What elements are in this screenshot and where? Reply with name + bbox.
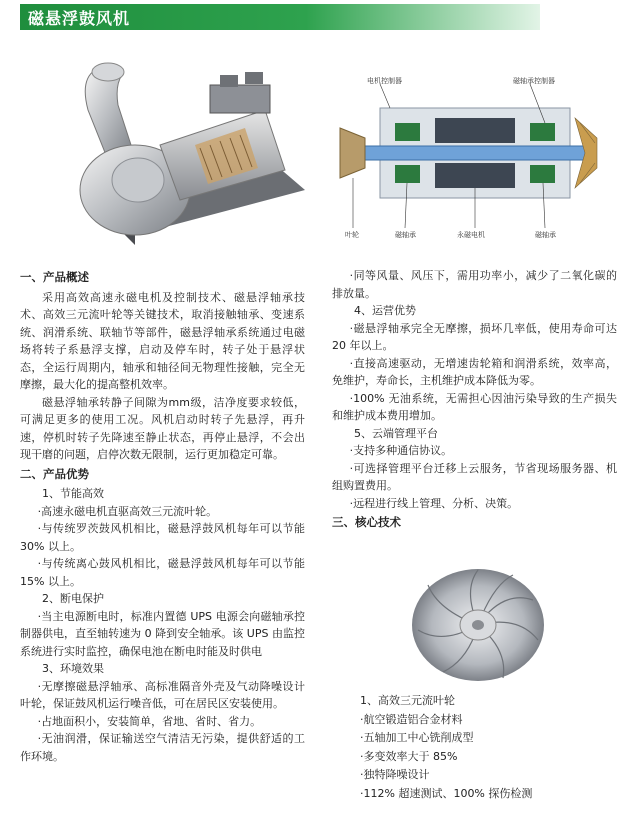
shaft-diagram-svg [335,78,615,243]
core-tech-item: ·多变效率大于 85% [360,749,458,763]
advantage-item: ·无油润滑，保证输送空气清洁无污染，提供舒适的工作环境。 [20,732,305,763]
advantage-item: ·与传统离心鼓风机相比，磁悬浮鼓风机每年可以节能 15% 以上。 [20,557,305,588]
advantage-item: ·磁悬浮轴承完全无摩擦，损坏几率低，使用寿命可达 20 年以上。 [332,321,617,352]
advantage-item: ·直接高速驱动，无增速齿轮箱和润滑系统，效率高，免维护，寿命长，主机维护成本降低为零。 [332,356,617,387]
advantage-item: ·支持多种通信协议。 [349,444,453,457]
overview-paragraph: 磁悬浮轴承转静子间隙为mm级，洁净度要求较低，可满足更多的使用工况。风机启动时转子先悬浮，再升速，停机时转子先降速至静止状态，再停止悬浮，不会出现干磨的问题，启停次数无限制，运行更加稳定可靠。 [20,395,305,461]
advantage-group-title: 3、环境效果 [42,662,104,675]
page-title: 磁悬浮鼓风机 [28,9,131,28]
section-overview-title: 一、产品概述 [20,270,89,284]
label-magnetic-bearing-left: 磁轴承 [395,231,416,239]
label-bearing-controller: 磁轴承控制器 [513,77,555,85]
section-core-tech-title: 三、核心技术 [332,515,401,529]
advantage-item: ·100% 无油系统，无需担心因油污染导致的生产损失和维护成本费用增加。 [332,391,617,422]
cross-section-diagram [335,78,615,243]
left-column [20,267,305,765]
label-motor-controller: 电机控制器 [367,77,402,85]
core-tech-subtitle: 1、高效三元流叶轮 [360,694,455,707]
core-tech-item: ·航空锻造铝合金材料 [360,712,463,726]
core-tech-item: ·五轴加工中心铣削成型 [360,731,474,745]
impeller-image [408,560,548,685]
section-advantages-title: 二、产品优势 [20,466,89,481]
advantage-item: ·远程进行线上管理、分析、决策。 [349,496,519,510]
header-bar [20,4,540,30]
label-magnetic-bearing-right: 磁轴承 [535,231,556,239]
advantage-item: ·占地面积小，安装简单，省地、省时、省力。 [37,714,262,728]
advantage-item: ·当主电源断电时，标准内置德 UPS 电源会向磁轴承控制器供电，直至轴转速为 0 降到安全轴承。该 UPS 由监控系统进行实时监控，确保电池在断电时能及时供电 [20,609,305,658]
advantage-item: ·可选择管理平台迁移上云服务，节省现场服务器、机组购置费用。 [332,461,617,492]
advantage-group-title: 1、节能高效 [42,487,104,500]
core-tech-list [360,692,532,804]
advantage-group-title: 4、运营优势 [354,304,416,317]
core-tech-item: ·112% 超速测试、100% 探伤检测 [360,786,533,800]
advantage-item: ·无摩擦磁悬浮轴承、高标准隔音外壳及气动降噪设计叶轮，保证鼓风机运行噪音低，可在居民区安装使用。 [20,679,305,710]
label-pm-motor: 永磁电机 [457,231,485,239]
advantage-item: ·高速永磁电机直驱高效三元流叶轮。 [37,504,218,518]
advantage-item: ·与传统罗茨鼓风机相比，磁悬浮鼓风机每年可以节能 30% 以上。 [20,522,305,553]
right-column [332,267,617,534]
core-tech-item: ·独特降噪设计 [360,768,430,782]
advantage-item: ·同等风量、风压下，需用功率小，减少了二氧化碳的排放量。 [332,269,617,300]
label-impeller: 叶轮 [345,231,359,239]
advantage-group-title: 5、云端管理平台 [354,426,438,440]
overview-paragraph: 采用高效高速永磁电机及控制技术、磁悬浮轴承技术、高效三元流叶轮等关键技术，取消接触轴承、变速系统、润滑系统、联轴节等部件，磁悬浮轴承系统通过电磁场将转子系悬浮支撑，启动及停车时，转子处于悬浮状态，全运行周期内，轴承和轴径间无物理性接触，完全无摩擦，最大化的提高整机效率。 [20,290,305,391]
blower-product-image [60,50,310,255]
advantage-group-title: 2、断电保护 [42,592,104,605]
